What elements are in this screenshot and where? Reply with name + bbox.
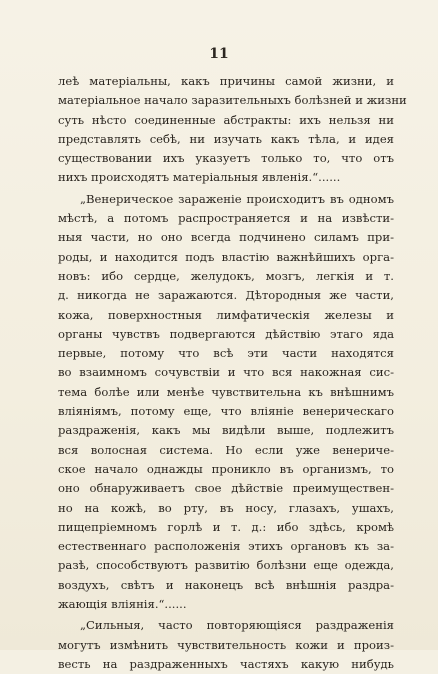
text-line: нихъ происходятъ матеріальныя явленія.“...... bbox=[58, 170, 341, 185]
text-line: первые, потому что всѣ эти части находятся bbox=[58, 346, 394, 361]
text-line: матеріальное начало заразительныхъ болѣзней и жизни bbox=[58, 93, 407, 108]
text-line: весть на раздраженныхъ частяхъ какую нибудь bbox=[58, 656, 394, 671]
text-line: естественнаго расположенія этихъ органовъ къ за- bbox=[58, 539, 394, 554]
text-line: кожа, поверхностныя лимфатическія железы и bbox=[58, 307, 394, 322]
text-line: суть нѣсто соединенные абстракты: ихъ нельзя ни bbox=[58, 112, 394, 127]
text-line: д. никогда не заражаются. Дѣтородныя же части, bbox=[58, 288, 394, 303]
text-line: раздраженія, какъ мы видѣли выше, подлежитъ bbox=[58, 423, 394, 438]
paragraph bbox=[58, 72, 407, 188]
text-line: во взаимномъ сочувствіи и что вся накожная сис- bbox=[58, 365, 394, 380]
text-line: представлять себѣ, ни изучать какъ тѣла, и идея bbox=[58, 131, 394, 146]
text-line: но на кожѣ, во рту, въ носу, глазахъ, ушахъ, bbox=[58, 500, 394, 515]
text-line: ское начало однажды проникло въ организмъ, то bbox=[58, 461, 394, 476]
text-line: разѣ, способствуютъ развитію болѣзни еще одежда, bbox=[58, 558, 394, 573]
text-line: пищепріемномъ горлѣ и т. д.: ибо здѣсь, кромѣ bbox=[58, 519, 394, 534]
text-line: „Венерическое зараженіе происходитъ въ одномъ bbox=[80, 191, 394, 206]
paragraph bbox=[58, 616, 394, 674]
paragraph bbox=[58, 190, 394, 615]
text-line: роды, и находится подъ властію важнѣйшихъ орга- bbox=[58, 249, 394, 264]
text-line: существовании ихъ указуетъ только то, что отъ bbox=[58, 151, 394, 166]
text-line: леѣ матеріальны, какъ причины самой жизни, и bbox=[58, 74, 394, 88]
text-line: ныя части, но оно всегда подчинено силамъ при- bbox=[58, 230, 394, 245]
text-line: новъ: ибо сердце, желудокъ, мозгъ, легкія и т. bbox=[58, 268, 394, 283]
text-line: тема болѣе или менѣе чувствительна къ внѣшнимъ bbox=[58, 384, 394, 399]
text-line: органы чувствъ подвергаются дѣйствію этаго яда bbox=[58, 326, 394, 341]
text-line: мѣстѣ, а потомъ распространяется и на извѣсти- bbox=[58, 211, 394, 226]
text-line: вся волосная система. Но если уже венериче- bbox=[58, 442, 394, 457]
text-line: могутъ измѣнить чувствительность кожи и произ- bbox=[58, 637, 394, 652]
body-text bbox=[58, 72, 407, 674]
text-line: „Сильныя, часто повторяющіяся раздраженія bbox=[80, 618, 394, 633]
text-line: вліяніямъ, потому еще, что вліяніе венерическаго bbox=[58, 404, 394, 419]
text-line: воздухъ, свѣтъ и наконецъ всѣ внѣшнія раздра- bbox=[58, 577, 394, 592]
text-line: жающія вліянія.“...... bbox=[58, 597, 187, 612]
page-number: 11 bbox=[209, 46, 229, 62]
text-line: оно обнаруживаетъ свое дѣйствіе преимуществен- bbox=[58, 481, 394, 496]
